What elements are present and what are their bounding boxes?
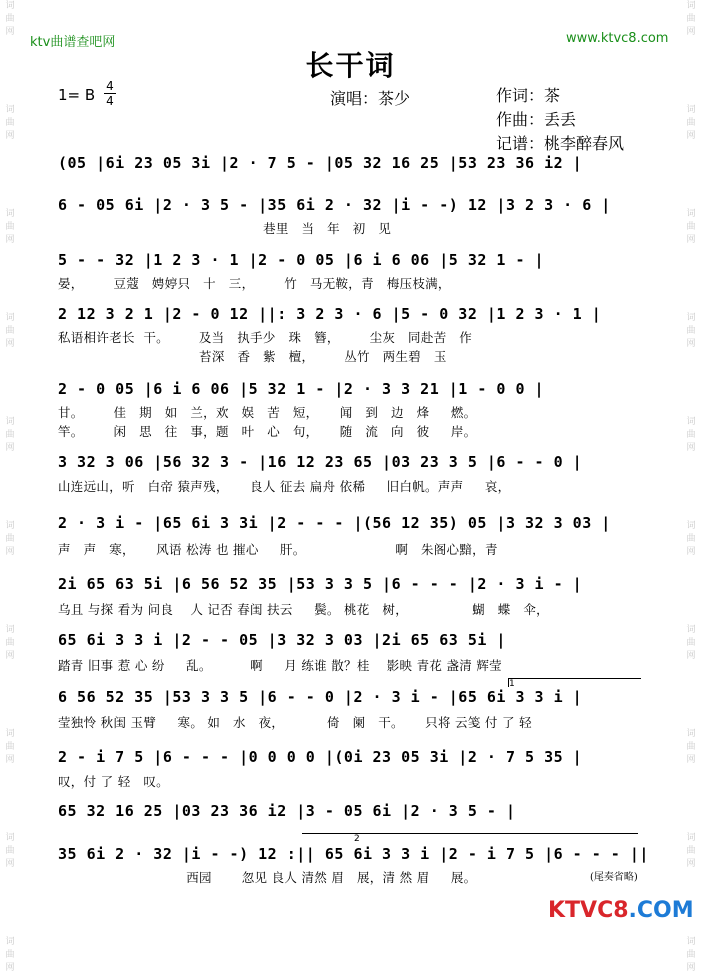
score-line: 5 - - 32 |1 2 3 · 1 |2 - 0 05 |6 i 6 06 |5 32 1 - | [58,251,545,269]
watermark-text: 词曲网 [686,1,696,37]
score-line: 3 32 3 06 |56 32 3 - |16 12 23 65 |03 23 3 5 |6 - - 0 | [58,453,583,471]
site-url-link[interactable]: www.ktvc8.com [566,31,669,46]
logo-tail: .COM [628,898,694,923]
watermark-text: 词曲网 [686,937,696,973]
score-line: 65 6i 3 3 i |2 - - 05 |3 32 3 03 |2i 65 63 5i | [58,631,506,649]
singer-credit: 演唱：茶少 [330,89,411,108]
lyricist-credit: 作词：茶 [496,86,561,105]
watermark-text: 词曲网 [5,937,15,973]
watermark-text: 词曲网 [5,521,15,557]
lyric-line: 巷里 当 年 初 见 [58,221,392,236]
score-line: 2 - 0 05 |6 i 6 06 |5 32 1 - |2 · 3 3 21 |1 - 0 0 | [58,380,545,398]
watermark-text: 词曲网 [5,209,15,245]
watermark-text: 词曲网 [686,521,696,557]
watermark-text: 词曲网 [686,729,696,765]
composer-credit: 作曲：丢丢 [496,110,577,129]
lyric-line: 西园 忽见 良人 清然 眉 展，清 然 眉 展。 [58,870,477,885]
score-line: 2 · 3 i - |65 6i 3 3i |2 - - - |(56 12 35) 05 |3 32 3 03 | [58,514,611,532]
score-line: 6 - 05 6i |2 · 3 5 - |35 6i 2 · 32 |i - -) 12 |3 2 3 · 6 | [58,196,611,214]
credits-block [496,84,624,156]
watermark-text: 词曲网 [686,313,696,349]
lyric-line: 乌且 与探 看为 问良 人 记否 春闺 扶云 鬓。 桃花 树， 蝴 蝶 伞， [58,602,549,617]
watermark-text: 词曲网 [686,833,696,869]
watermark-text: 词曲网 [5,417,15,453]
lyric-line: 声 声 寒， 风语 松涛 也 摧心 肝。 啊 朱阁心黯，青 [58,542,498,557]
meter-top: 4 [106,79,114,93]
lyric-line: 山连远山，听 白帝 猿声残， 良人 征去 扁舟 依稀 旧白帆。声声 哀， [58,479,511,494]
lyric-line: 叹，付 了 轻 叹。 [58,774,169,789]
lyric-line: 苔深 香 紫 檀， 丛竹 两生碧 玉 [58,349,447,364]
watermark-right [683,0,699,973]
ktvc8-logo [548,898,694,923]
meter-bottom: 4 [106,94,114,108]
lyric-line: 私语相许老长 干。 及当 执手少 珠 簪， 尘灰 同赴苦 作 [58,330,473,345]
lyric-line: 踏青 旧事 惹 心 纷 乱。 啊 月 练谁 散？桂 影映 青花 盏清 辉莹 [58,658,502,673]
volta-number: 2 [354,834,360,844]
watermark-text: 词曲网 [5,1,15,37]
watermark-text: 词曲网 [686,625,696,661]
score-line: 2 - i 7 5 |6 - - - |0 0 0 0 |(0i 23 05 3i |2 · 7 5 35 | [58,748,583,766]
score-line: 35 6i 2 · 32 |i - -) 12 :|| 65 6i 3 3 i |2 - i 7 5 |6 - - - || [58,845,649,863]
time-signature [104,80,116,107]
logo-main: KTVC8 [548,898,629,923]
song-title: 长干词 [305,49,396,82]
key-signature: 1= B [58,86,96,104]
lyric-line: 甘。 佳 期 如 兰，欢 娱 苦 短， 闻 到 边 烽 燃。 [58,405,477,420]
volta-first-ending [508,678,641,687]
volta-second-ending [302,833,638,842]
transcriber-credit: 记谱：桃李醉春风 [496,134,625,153]
ending-note: (尾奏省略) [590,872,638,883]
volta-number: 1 [509,679,515,689]
lyric-line: 竿。 闲 思 往 事，题 叶 心 句， 随 流 向 彼 岸。 [58,424,477,439]
watermark-text: 词曲网 [686,105,696,141]
watermark-text: 词曲网 [5,313,15,349]
watermark-text: 词曲网 [5,625,15,661]
lyric-line: 莹独怜 秋闺 玉臂 寒。 如 水 夜， 倚 阑 干。 只将 云笺 付 了 轻 [58,715,532,730]
watermark-left [2,0,18,973]
lyric-line: 晏， 豆蔻 娉婷只 十 三， 竹 马无鞍，青 梅压枝满， [58,276,451,291]
watermark-text: 词曲网 [5,105,15,141]
watermark-text: 词曲网 [686,417,696,453]
site-name-link[interactable]: ktv曲谱查吧网 [30,35,116,50]
score-line: 2i 65 63 5i |6 56 52 35 |53 3 3 5 |6 - - - |2 · 3 i - | [58,575,583,593]
watermark-text: 词曲网 [686,209,696,245]
score-line: 2 12 3 2 1 |2 - 0 12 ||: 3 2 3 · 6 |5 - 0 32 |1 2 3 · 1 | [58,305,602,323]
watermark-text: 词曲网 [5,833,15,869]
score-line: 65 32 16 25 |03 23 36 i2 |3 - 05 6i |2 · 3 5 - | [58,802,516,820]
score-line: 6 56 52 35 |53 3 3 5 |6 - - 0 |2 · 3 i - |65 6i 3 3 i | [58,688,583,706]
watermark-text: 词曲网 [5,729,15,765]
score-line: (05 |6i 23 05 3i |2 · 7 5 - |05 32 16 25 |53 23 36 i2 | [58,154,583,172]
